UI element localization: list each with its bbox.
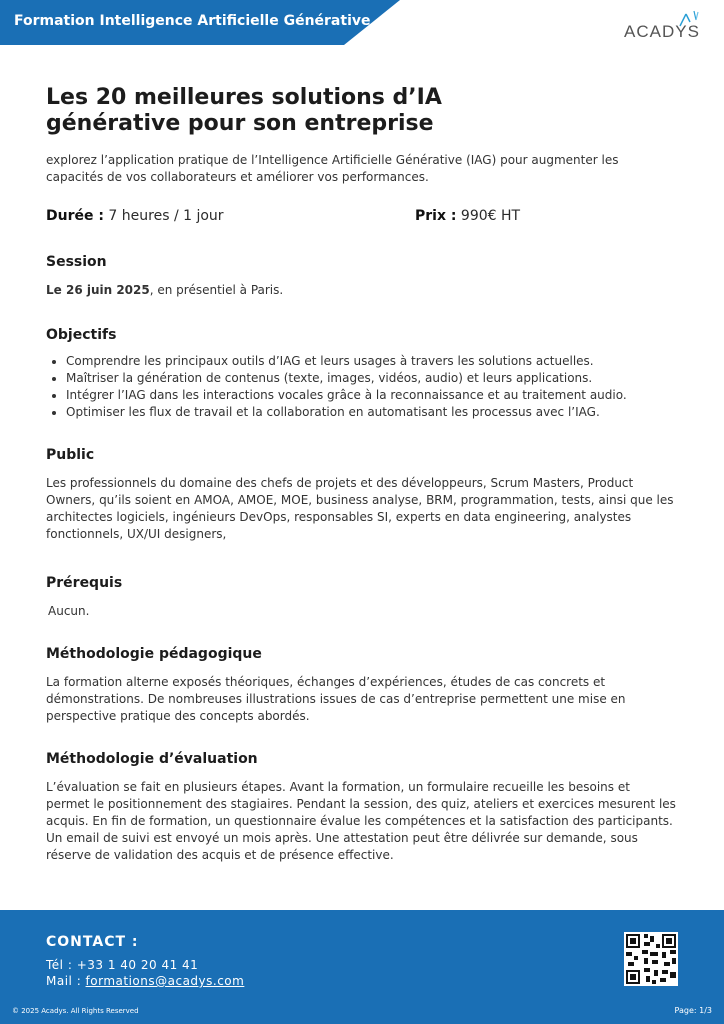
- public-text: Les professionnels du domaine des chefs de projets et des développeurs, Scrum Masters, Product Owners, qu’ils soient en AMOA, AMOE, MOE, business analyse, BRM, programmation, tests, ainsi que les architectes logiciels, ingénieurs DevOps, responsables SI, experts en data engineering, analystes fonctionnels, UX/UI designers,: [46, 476, 674, 541]
- phone-value: +33 1 40 20 41 41: [76, 958, 199, 972]
- section-objectifs: [46, 327, 676, 421]
- contact-title: CONTACT :: [46, 934, 139, 950]
- phone-label: Tél :: [46, 958, 77, 972]
- contact-phone: [46, 958, 198, 972]
- footer: [0, 910, 724, 1024]
- page-number: Page: 1/3: [674, 1006, 712, 1015]
- logo-text: ACADYS: [624, 22, 700, 41]
- meta-row: [46, 208, 676, 228]
- list-item: • Comprendre les principaux outils d’IAG et leurs usages à travers les solutions actuelles.: [66, 353, 676, 370]
- section-prerequis: [46, 575, 676, 620]
- qr-code-icon: [624, 932, 678, 986]
- email-label: Mail :: [46, 974, 86, 988]
- document-title: Les 20 meilleures solutions d’IA générative pour son entreprise: [46, 85, 442, 136]
- section-public: [46, 447, 676, 543]
- duration-label: Durée :: [46, 208, 104, 224]
- list-item: • Optimiser les flux de travail et la collaboration en automatisant les processus avec l’IAG.: [66, 404, 676, 421]
- session-location: , en présentiel à Paris.: [149, 283, 284, 297]
- methodo-eval-heading: Méthodologie d’évaluation: [46, 751, 258, 767]
- list-item: • Intégrer l’IAG dans les interactions vocales grâce à la reconnaissance et au traitement audio.: [66, 387, 676, 404]
- copyright: © 2025 Acadys. All Rights Reserved: [12, 1007, 139, 1015]
- prerequis-heading: Prérequis: [46, 575, 123, 591]
- session-date: Le 26 juin 2025: [46, 283, 150, 297]
- prerequis-text: Aucun.: [48, 604, 90, 618]
- session-heading: Session: [46, 254, 107, 270]
- session-text: [46, 282, 676, 299]
- methodo-peda-text: La formation alterne exposés théoriques, échanges d’expériences, études de cas concrets et démonstrations. De nombreuses illustrations issues de cas d’entreprise permettent une mise en perspective pratique des concepts abordés.: [46, 675, 626, 723]
- methodo-peda-heading: Méthodologie pédagogique: [46, 646, 262, 662]
- banner-title: Formation Intelligence Artificielle Générative: [14, 13, 371, 29]
- methodo-eval-text: L’évaluation se fait en plusieurs étapes. Avant la formation, un formulaire recueille les besoins et permet le positionnement des stagiaires. Pendant la session, des quiz, ateliers et exercices mesurent les acquis. En fin de formation, un questionnaire évalue les compétences et la satisfaction des participants. Un email de suivi est envoyé un mois après. Une attestation peut être délivrée sur demande, sous réserve de validation des acquis et de présence effective.: [46, 780, 676, 862]
- acadys-logo: [624, 10, 704, 42]
- duration-value: 7 heures / 1 jour: [108, 208, 224, 224]
- document-body: [46, 85, 676, 864]
- public-heading: Public: [46, 447, 95, 463]
- contact-email: [46, 974, 244, 988]
- section-methodo-evaluation: [46, 751, 676, 864]
- list-item: • Maîtriser la génération de contenus (texte, images, vidéos, audio) et leurs applications.: [66, 370, 676, 387]
- intro-paragraph: explorez l’application pratique de l’Intelligence Artificielle Générative (IAG) pour augmenter les capacités de vos collaborateurs et améliorer vos performances.: [46, 153, 619, 184]
- section-methodo-pedagogique: [46, 646, 676, 725]
- objectifs-list: [46, 353, 676, 421]
- email-link[interactable]: formations@acadys.com: [85, 974, 245, 988]
- duration: [46, 208, 224, 224]
- price-label: Prix :: [415, 208, 457, 224]
- price-value: 990€ HT: [460, 208, 521, 224]
- objectifs-heading: Objectifs: [46, 327, 117, 343]
- section-session: [46, 254, 676, 299]
- price: [415, 208, 520, 224]
